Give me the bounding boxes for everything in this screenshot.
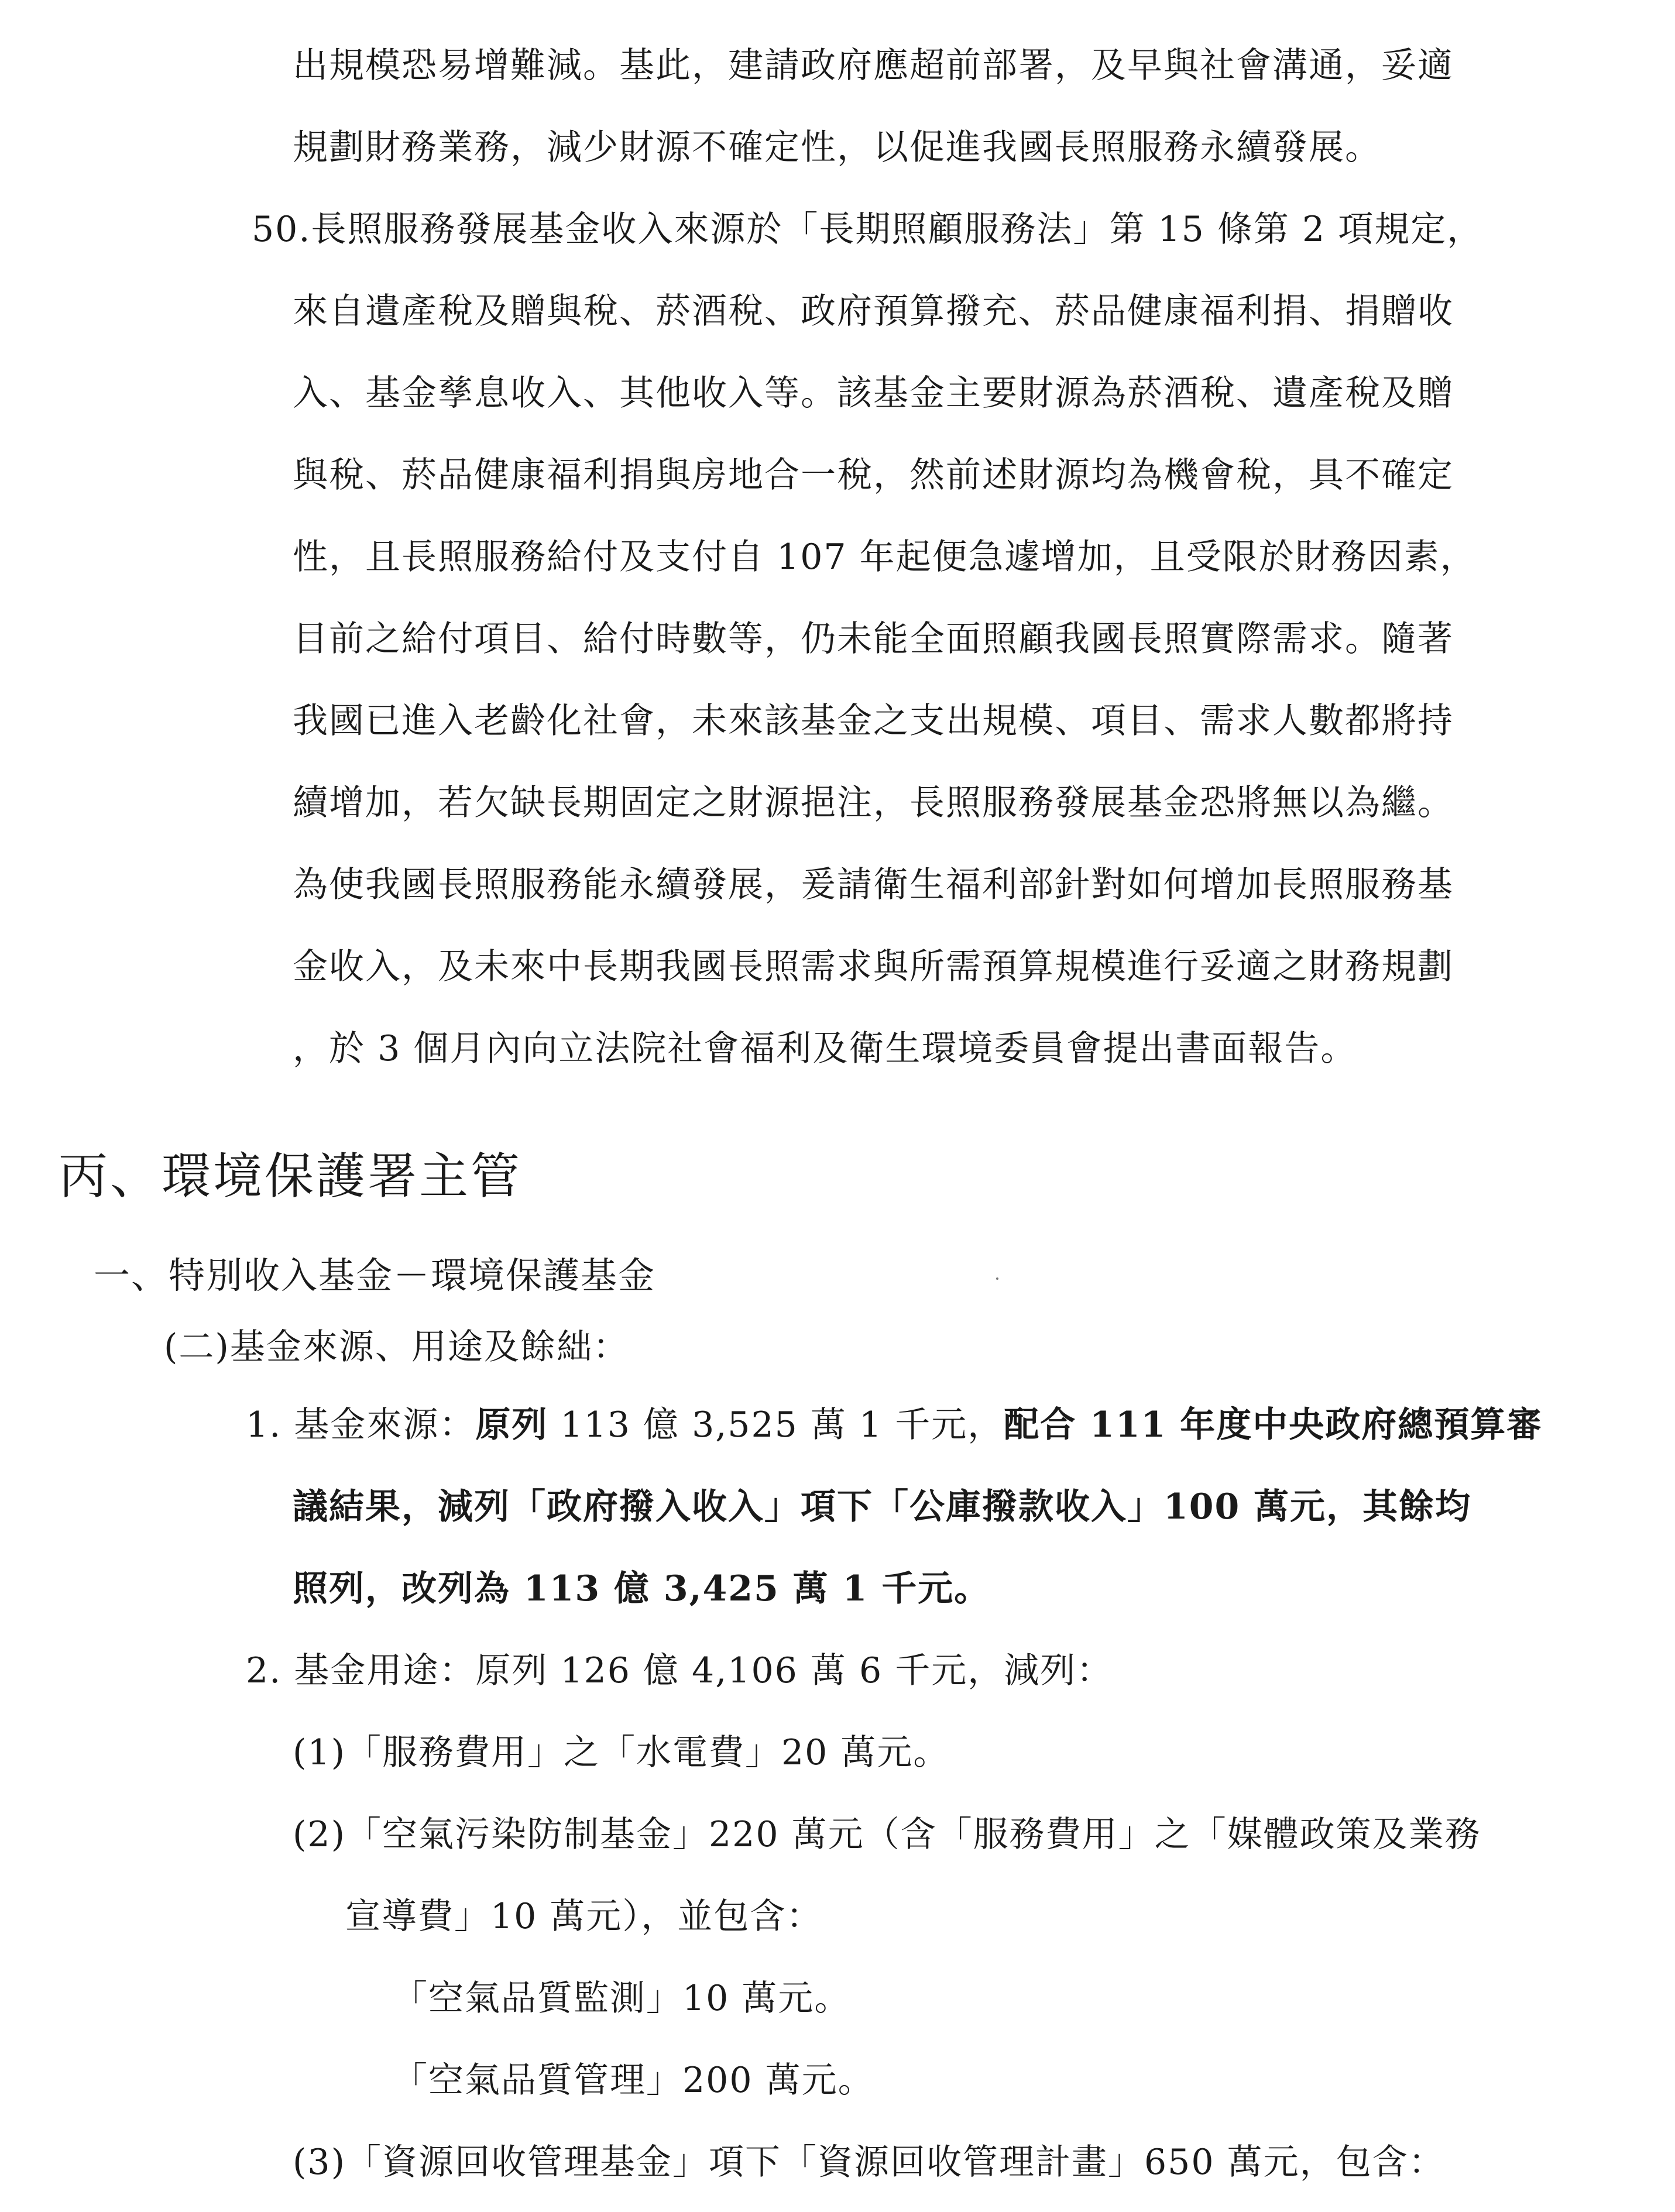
paragraph-50-line-6: 目前之給付項目、給付時數等，仍未能全面照顧我國長照實際需求。隨著: [293, 619, 1454, 660]
item-1-line-3: 照列，改列為 113 億 3,425 萬 1 千元。: [293, 1568, 991, 1609]
item-1-original-label: 原列: [475, 1404, 548, 1445]
item-2-sub-1: (1)「服務費用」之「水電費」20 萬元。: [293, 1732, 950, 1773]
item-1-resolution-text: 配合 111 年度中央政府總預算審: [1004, 1404, 1543, 1445]
item-2-sub-2-detail-b: 「空氣品質管理」200 萬元。: [392, 2060, 874, 2101]
item-2-sub-2-line-2: 宣導費」10 萬元），並包含：: [345, 1896, 823, 1937]
paragraph-49-line-1: 出規模恐易增難減。基此，建請政府應超前部署，及早與社會溝通，妥適: [293, 45, 1454, 86]
paragraph-50-line-9: 為使我國長照服務能永續發展，爰請衛生福利部針對如何增加長照服務基: [293, 864, 1454, 905]
item-2-sub-3: (3)「資源回收管理基金」項下「資源回收管理計畫」650 萬元，包含：: [293, 2142, 1445, 2183]
fund-subheading: 一、特別收入基金－環境保護基金: [94, 1254, 656, 1297]
item-2-sub-2-line-1: (2)「空氣污染防制基金」220 萬元（含「服務費用」之「媒體政策及業務: [293, 1814, 1481, 1855]
item-1-label: 1. 基金來源：: [246, 1404, 476, 1445]
scan-speck: [996, 1277, 998, 1280]
item-2-sub-2-detail-a: 「空氣品質監測」10 萬元。: [392, 1978, 851, 2019]
item-1-line-1: [246, 1402, 1543, 1448]
paragraph-50-line-10: 金收入，及未來中長期我國長照需求與所需預算規模進行妥適之財務規劃: [293, 946, 1454, 987]
paragraph-50-line-2: 來自遺產稅及贈與稅、菸酒稅、政府預算撥充、菸品健康福利捐、捐贈收: [293, 291, 1454, 332]
paragraph-50-line-3: 入、基金孳息收入、其他收入等。該基金主要財源為菸酒稅、遺產稅及贈: [293, 373, 1454, 414]
item-1-line-2: 議結果，減列「政府撥入收入」項下「公庫撥款收入」100 萬元，其餘均: [293, 1486, 1472, 1527]
paragraph-50-line-1: 50.長照服務發展基金收入來源於「長期照顧服務法」第 15 條第 2 項規定，: [252, 209, 1484, 250]
paragraph-50-line-4: 與稅、菸品健康福利捐與房地合一稅，然前述財源均為機會稅，具不確定: [293, 455, 1454, 496]
item-heading: (二)基金來源、用途及餘絀：: [164, 1327, 629, 1368]
paragraph-50-line-11: ，於 3 個月內向立法院社會福利及衛生環境委員會提出書面報告。: [293, 1028, 1357, 1069]
section-heading: 丙、環境保護署主管: [59, 1148, 523, 1205]
paragraph-50-line-7: 我國已進入老齡化社會，未來該基金之支出規模、項目、需求人數都將持: [293, 700, 1454, 741]
paragraph-49-line-2: 規劃財務業務，減少財源不確定性，以促進我國長照服務永續發展。: [293, 127, 1381, 168]
item-1-original-amount: 113 億 3,525 萬 1 千元，: [548, 1404, 1004, 1445]
item-2-line-1: 2. 基金用途：原列 126 億 4,106 萬 6 千元，減列：: [246, 1650, 1113, 1691]
paragraph-50-line-5: 性，且長照服務給付及支付自 107 年起便急遽增加，且受限於財務因素，: [293, 537, 1477, 578]
paragraph-50-line-8: 續增加，若欠缺長期固定之財源挹注，長照服務發展基金恐將無以為繼。: [293, 782, 1454, 823]
